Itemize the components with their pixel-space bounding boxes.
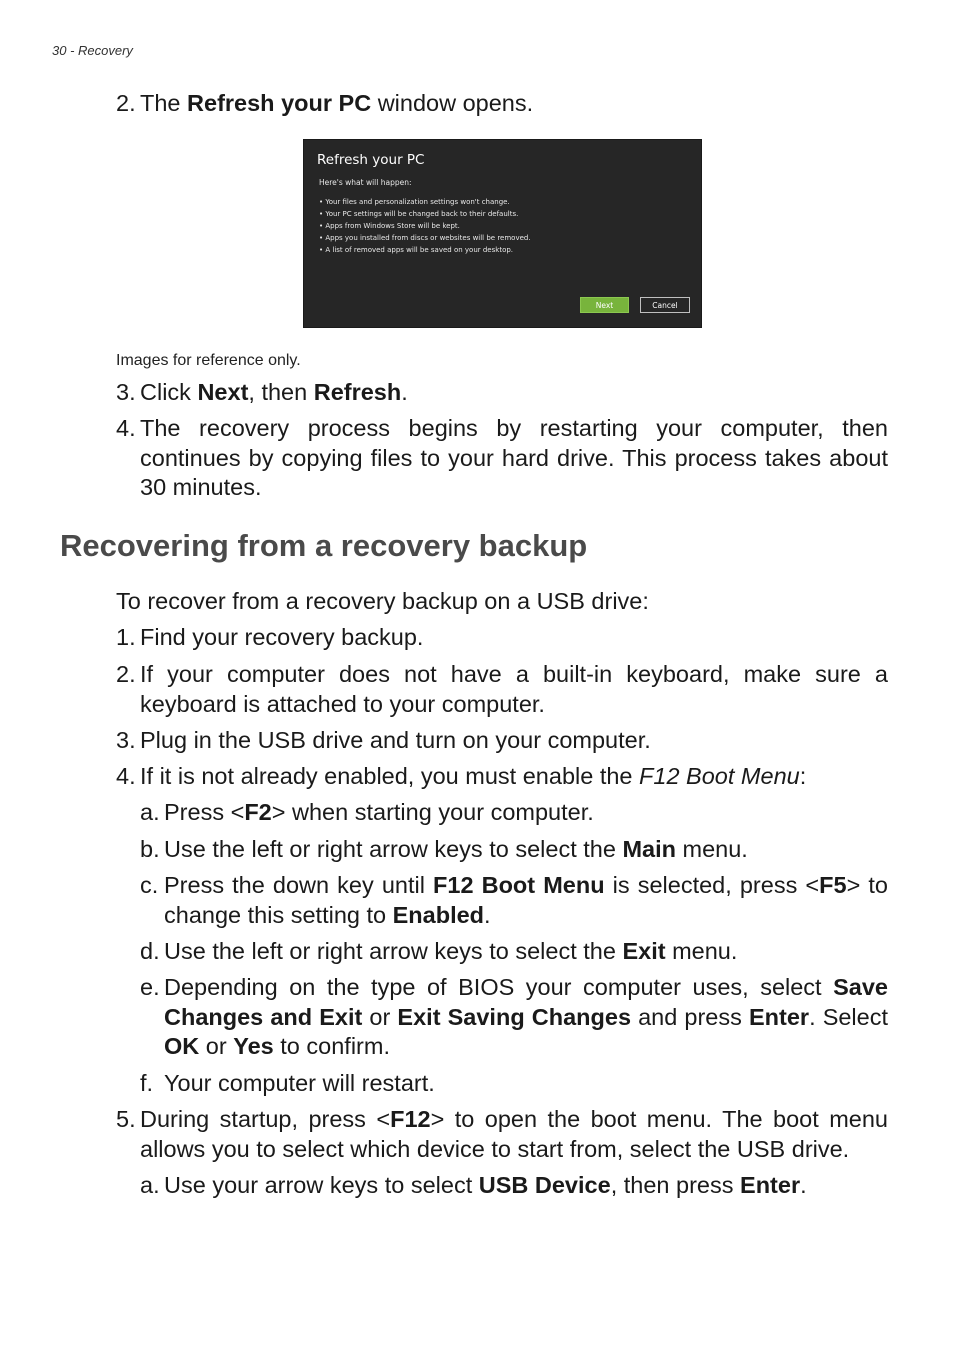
step-letter: a. <box>140 1172 160 1198</box>
dialog-bullet: • A list of removed apps will be saved on your desktop. <box>319 246 514 254</box>
step-number: 2. <box>116 661 136 687</box>
step-number: 5. <box>116 1106 136 1132</box>
step-2-refresh: 2. The Refresh your PC window opens. <box>116 89 888 119</box>
step-3-click-next: 3. Click Next, then Refresh. <box>116 378 888 408</box>
recovery-step-4e: e. Depending on the type of BIOS your computer uses, select Save Changes and Exit or Exit Saving Changes and press Enter. Select OK or Yes to confirm. <box>140 974 889 1059</box>
dialog-bullet: • Apps you installed from discs or websites will be removed. <box>319 234 531 242</box>
recovery-step-5: 5. During startup, press <F12> to open the boot menu. The boot menu allows you to select which device to start from, select the USB drive. <box>116 1106 888 1162</box>
step-letter: f. <box>140 1070 154 1096</box>
dialog-bullet-list <box>319 196 531 256</box>
dialog-subtitle: Here's what will happen: <box>319 178 412 187</box>
step-4-recovery-process: 4. The recovery process begins by restarting your computer, then continues by copying files to your hard drive. This process takes about 30 minutes. <box>116 415 888 500</box>
recovery-step-2: 2. If your computer does not have a built-in keyboard, make sure a keyboard is attached to your computer. <box>116 661 888 717</box>
recovery-step-1: 1. Find your recovery backup. <box>116 623 888 653</box>
page-header: 30 - Recovery <box>52 43 133 58</box>
dialog-title: Refresh your PC <box>317 152 425 168</box>
recovery-step-4: 4. If it is not already enabled, you must enable the F12 Boot Menu: <box>116 762 888 792</box>
section-heading: Recovering from a recovery backup <box>60 528 588 563</box>
step-number: 4. <box>116 763 136 789</box>
dialog-bullet: • Your files and personalization settings won't change. <box>319 198 510 206</box>
recovery-step-4b: b. Use the left or right arrow keys to select the Main menu. <box>140 835 888 865</box>
step-letter: c. <box>140 872 159 898</box>
recovery-step-3: 3. Plug in the USB drive and turn on your computer. <box>116 726 888 756</box>
recovery-step-4f: f. Your computer will restart. <box>140 1069 888 1099</box>
step-letter: e. <box>140 974 160 1000</box>
recovery-step-5a: a. Use your arrow keys to select USB Device, then press Enter. <box>140 1171 888 1201</box>
cancel-button[interactable]: Cancel <box>640 297 690 313</box>
recovery-step-4a: a. Press <F2> when starting your computer. <box>140 798 888 828</box>
dialog-bullet: • Your PC settings will be changed back to their defaults. <box>319 210 519 218</box>
dialog-bullet: • Apps from Windows Store will be kept. <box>319 222 460 230</box>
next-button[interactable]: Next <box>580 297 629 313</box>
section-intro: To recover from a recovery backup on a USB drive: <box>116 588 649 614</box>
step-number: 1. <box>116 624 136 650</box>
step-number: 3. <box>116 379 136 405</box>
step-number: 2. <box>116 90 136 116</box>
recovery-step-4c: c. Press the down key until F12 Boot Menu is selected, press <F5> to change this setting to Enabled. <box>140 872 888 928</box>
step-letter: a. <box>140 799 160 825</box>
image-caption: Images for reference only. <box>116 352 301 369</box>
refresh-pc-dialog-image <box>303 139 702 328</box>
step-number: 3. <box>116 727 136 753</box>
step-letter: b. <box>140 836 160 862</box>
step-letter: d. <box>140 938 160 964</box>
recovery-step-4d: d. Use the left or right arrow keys to select the Exit menu. <box>140 937 888 967</box>
step-number: 4. <box>116 415 136 441</box>
